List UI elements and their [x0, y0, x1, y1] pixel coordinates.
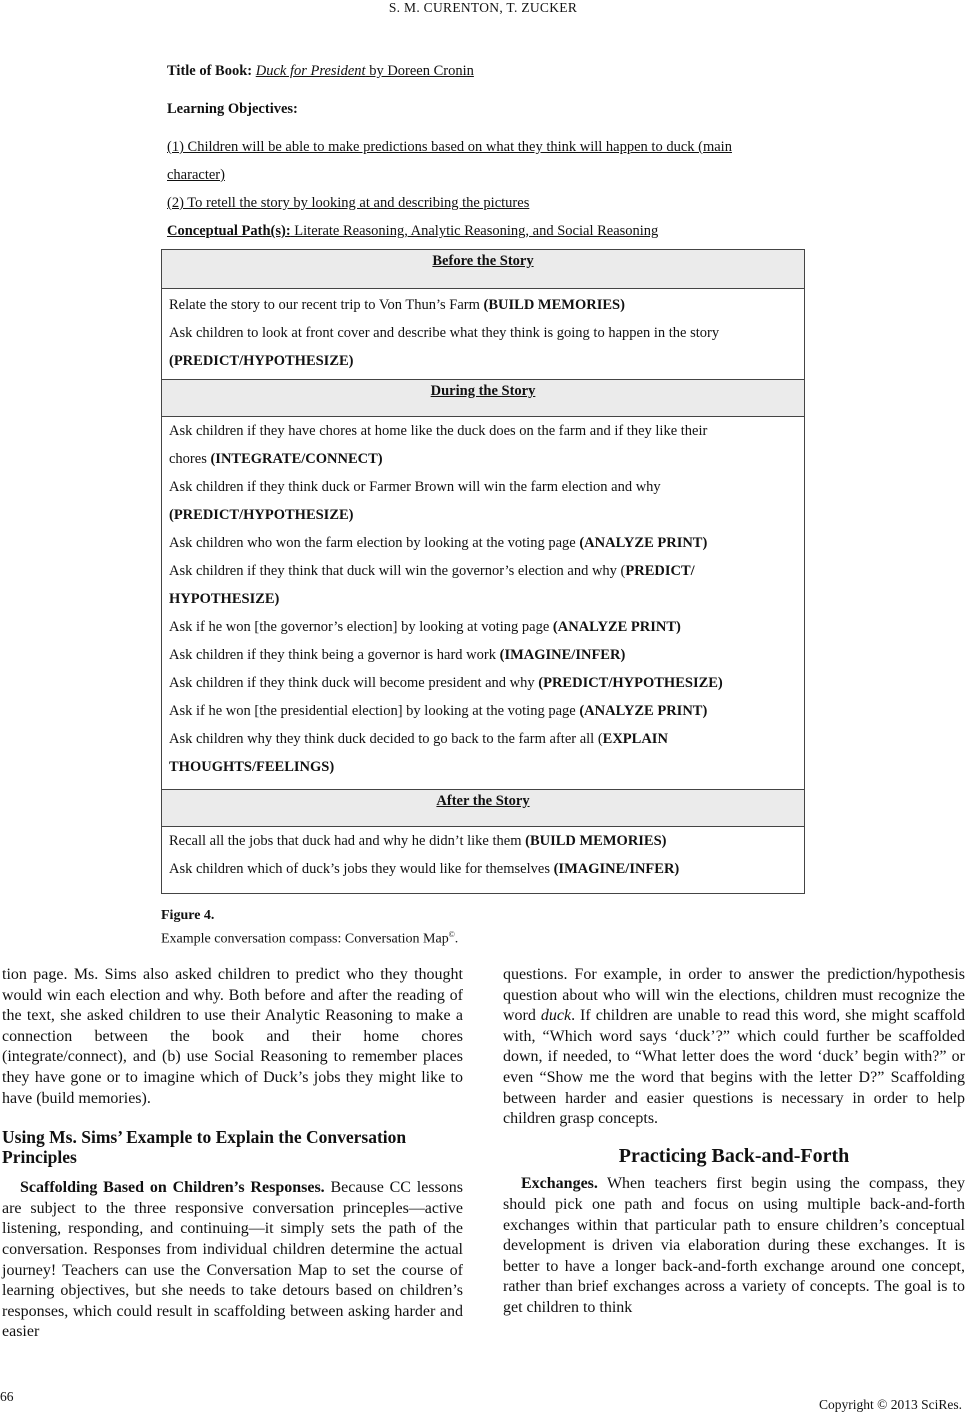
during-row	[169, 697, 797, 725]
left-para-2-text: Because CC lessons are subject to the three responsive conversation princeples—active listening, responding, and continuing—it simply sets the path of the conversation. Responses from individual children determine the actual journey! Teachers can use the Conversation Map to set the course of learning objectives, but she needs to take detours based on children’s responses, which could result in scaffolding between asking harder and easier	[2, 1179, 464, 1341]
caption-end: .	[454, 931, 459, 947]
during-heading: During the Story	[162, 380, 805, 417]
conversation-map-table	[161, 249, 805, 894]
row-tag: (ANALYZE PRINT)	[552, 619, 681, 635]
before-row	[169, 319, 797, 347]
before-row	[169, 347, 797, 375]
row-tag: THOUGHTS/FEELINGS)	[169, 759, 335, 775]
after-section	[162, 827, 805, 894]
row-text: Ask children to look at front cover and describe what they think is going to happen in the story	[169, 325, 720, 341]
during-row	[169, 585, 797, 613]
book-title-label: Title of Book:	[167, 63, 253, 79]
left-para-2-lead: Scaffolding Based on Children’s Responses.	[20, 1179, 325, 1197]
during-row	[169, 641, 797, 669]
caption-text-line	[161, 925, 458, 949]
objective-2: (2) To retell the story by looking at and describing the pictures	[167, 195, 530, 211]
right-column	[503, 965, 965, 1319]
during-row	[169, 669, 797, 697]
during-row	[169, 557, 797, 585]
book-title-line	[167, 63, 474, 80]
left-section-heading: Using Ms. Sims’ Example to Explain the Conversation Principles	[2, 1127, 407, 1168]
row-tag: (BUILD MEMORIES)	[483, 297, 625, 313]
objective-1a: (1) Children will be able to make predictions based on what they think will happen to duck (main	[167, 139, 732, 155]
row-text: Ask if he won [the governor’s election] by looking at voting page	[169, 619, 553, 635]
row-text: Ask if he won [the presidential election] by looking at the voting page	[169, 703, 580, 719]
row-tag: EXPLAIN	[602, 731, 668, 747]
row-tag: (ANALYZE PRINT)	[579, 535, 708, 551]
row-text: Ask children which of duck’s jobs they would like for themselves	[169, 861, 554, 877]
during-row	[169, 473, 797, 501]
left-para-2	[2, 1178, 463, 1343]
before-row	[169, 291, 797, 319]
paths-value: Literate Reasoning, Analytic Reasoning, and Social Reasoning	[290, 223, 659, 239]
row-tag: PREDICT/	[625, 563, 695, 579]
after-row	[169, 827, 797, 855]
row-tag: (IMAGINE/INFER)	[553, 861, 680, 877]
during-row	[169, 529, 797, 557]
right-para-2	[503, 1174, 965, 1318]
left-column	[2, 965, 463, 1343]
right-para-2-text: When teachers first begin using the compass, they should pick one path and focus on using multiple back-and-forth exchanges within that particular path to ensure children’s conceptual development is driven via elaboration during these exchanges. It is better to have a longer back-and-forth exchange around one concept, rather than brief exchanges across a variety of concepts. The goal is to get children to think	[503, 1175, 965, 1316]
page-number: 66	[0, 1389, 14, 1404]
after-heading: After the Story	[162, 790, 805, 827]
right-para-1-b: . If children are unable to read this word, she might scaffold with, “Which word says ‘duck’?” which could further be scaffolded down, if needed, to “What letter does the word ‘duck’ begin with?” or even “Show me the word that begins with the letter D?” Scaffolding between harder and easier questions is necessary in order to help children grasp concepts.	[503, 1007, 966, 1128]
row-text: Ask children if they think that duck will win the governor’s election and why (	[169, 563, 626, 579]
row-text: Ask children who won the farm election by looking at the voting page	[169, 535, 580, 551]
right-para-1-a: questions. For example, in order to answer the prediction/hypothesis question about who will win the elections, children must recognize the word	[503, 966, 965, 1025]
row-tag: (PREDICT/HYPOTHESIZE)	[169, 353, 354, 369]
before-section	[162, 289, 805, 380]
book-title: Duck for President	[255, 63, 366, 79]
right-para-2-lead: Exchanges.	[521, 1175, 598, 1193]
copyright: Copyright © 2013 SciRes.	[818, 1397, 962, 1412]
row-text: chores	[169, 451, 211, 467]
row-text: Relate the story to our recent trip to Von Thun’s Farm	[169, 297, 484, 313]
before-heading: Before the Story	[162, 250, 805, 289]
during-row	[169, 725, 797, 753]
running-head: S. M. CURENTON, T. ZUCKER	[388, 0, 578, 15]
row-text: Ask children if they think duck will become president and why	[169, 675, 539, 691]
right-section-heading: Practicing Back-and-Forth	[618, 1144, 850, 1167]
row-tag: HYPOTHESIZE)	[169, 591, 280, 607]
row-text: Ask children if they have chores at home like the duck does on the farm and if they like their	[169, 423, 708, 439]
row-tag: (INTEGRATE/CONNECT)	[210, 451, 383, 467]
paths-label: Conceptual Path(s):	[167, 223, 291, 239]
row-tag: (BUILD MEMORIES)	[525, 833, 667, 849]
during-row	[169, 417, 797, 445]
row-text: Recall all the jobs that duck had and why he didn’t like them	[169, 833, 526, 849]
paths-line	[167, 223, 658, 240]
row-text: Ask children if they think being a governor is hard work	[169, 647, 500, 663]
row-tag: (PREDICT/HYPOTHESIZE)	[538, 675, 723, 691]
row-tag: (PREDICT/HYPOTHESIZE)	[169, 507, 354, 523]
book-author: by Doreen Cronin	[365, 63, 474, 79]
row-text: Ask children why they think duck decided to go back to the farm after all (	[169, 731, 603, 747]
left-para-1: tion page. Ms. Sims also asked children to predict who they thought would win each election and why. Both before and after the reading of the text, she asked children to use their Analytic Reasoning to make a connection between the book and their home chores (integrate/connect), and (b) use Social Reasoning to remember places they have gone or to imagine which of Duck’s jobs they might like to have (build memories).	[2, 966, 463, 1107]
during-row	[169, 445, 797, 473]
row-tag: (ANALYZE PRINT)	[579, 703, 708, 719]
right-para-1	[503, 965, 965, 1130]
row-tag: (IMAGINE/INFER)	[499, 647, 626, 663]
during-section	[162, 417, 805, 790]
during-row	[169, 501, 797, 529]
caption-mark: ©	[448, 930, 455, 939]
after-row	[169, 855, 797, 883]
objective-1b: character)	[167, 167, 225, 183]
caption-label: Figure 4.	[161, 908, 215, 923]
during-row	[169, 753, 797, 781]
right-para-1-word: duck	[540, 1007, 572, 1025]
during-row	[169, 613, 797, 641]
objectives-label: Learning Objectives:	[167, 101, 298, 117]
caption-text: Example conversation compass: Conversation Map	[161, 931, 449, 947]
row-text: Ask children if they think duck or Farmer Brown will win the farm election and why	[169, 479, 661, 495]
figure-caption	[161, 906, 458, 949]
